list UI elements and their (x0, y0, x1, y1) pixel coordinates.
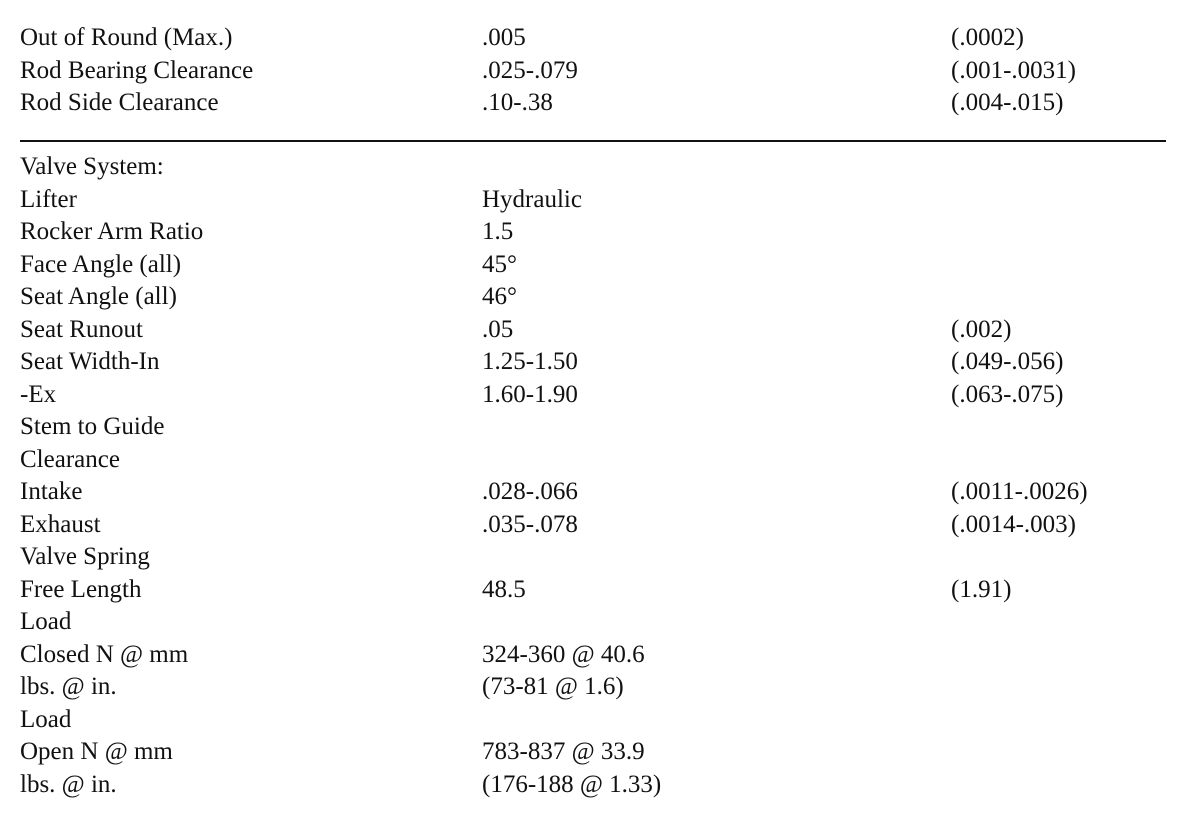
spec-metric-value: .05 (482, 315, 514, 343)
spec-imperial-value: (.063-.075) (951, 380, 1064, 408)
spec-metric-value: 45° (482, 250, 517, 278)
spec-imperial-value: (.002) (951, 315, 1012, 343)
spec-imperial-value: (.001-.0031) (951, 56, 1076, 84)
spec-row (20, 509, 1170, 542)
spec-label: Lifter (20, 185, 77, 213)
spec-label: Closed N @ mm (20, 640, 189, 668)
spec-row (20, 574, 1170, 607)
spec-row (20, 314, 1170, 347)
spec-row (20, 704, 1170, 737)
spec-metric-value: Hydraulic (482, 185, 582, 213)
spec-metric-value: .025-.079 (482, 56, 578, 84)
spec-label: Face Angle (all) (20, 250, 182, 278)
spec-metric-value: 1.60-1.90 (482, 380, 578, 408)
spec-row (20, 281, 1170, 314)
spec-label: Free Length (20, 575, 142, 603)
spec-label: Intake (20, 478, 83, 505)
spec-metric-value: 1.25-1.50 (482, 348, 578, 375)
spec-row (20, 379, 1170, 412)
spec-row (20, 606, 1170, 639)
spec-metric-value: .028-.066 (482, 478, 578, 505)
spec-imperial-value: (.0014-.003) (951, 510, 1076, 538)
spec-metric-value: 1.5 (482, 218, 514, 245)
spec-label: Seat Angle (all) (20, 283, 177, 310)
spec-label: Rod Bearing Clearance (20, 56, 254, 84)
spec-row (20, 671, 1170, 704)
spec-imperial-value: (1.91) (951, 575, 1012, 603)
spec-metric-value: (73-81 @ 1.6) (482, 673, 624, 700)
spec-metric-value: 46° (482, 283, 517, 310)
spec-label: -Ex (20, 380, 57, 408)
spec-label: Stem to Guide (20, 413, 165, 440)
section-divider (20, 140, 1166, 142)
spec-row (20, 769, 1170, 802)
spec-row (20, 736, 1170, 769)
spec-row (20, 346, 1170, 379)
spec-metric-value: .005 (482, 24, 526, 51)
spec-label: Seat Runout (20, 315, 143, 343)
spec-metric-value: .035-.078 (482, 510, 578, 538)
spec-row (20, 639, 1170, 672)
spec-imperial-value: (.049-.056) (951, 348, 1064, 375)
spec-label: Out of Round (Max.) (20, 24, 233, 51)
spec-label: Valve System: (20, 153, 164, 180)
connecting-rod-specs (20, 22, 1170, 120)
spec-metric-value: 324-360 @ 40.6 (482, 640, 645, 668)
spec-row (20, 249, 1170, 282)
spec-label: Open N @ mm (20, 738, 173, 765)
spec-metric-value: .10-.38 (482, 89, 553, 116)
spec-label: Seat Width-In (20, 348, 160, 375)
spec-label: Valve Spring (20, 543, 150, 570)
valve-system-specs (20, 151, 1170, 801)
spec-row (20, 151, 1170, 184)
spec-metric-value: (176-188 @ 1.33) (482, 770, 662, 798)
spec-label: Load (20, 608, 72, 635)
spec-metric-value: 48.5 (482, 575, 526, 603)
spec-label: Exhaust (20, 510, 101, 538)
spec-row (20, 22, 1170, 55)
spec-row (20, 411, 1170, 444)
spec-row (20, 184, 1170, 217)
spec-row (20, 55, 1170, 88)
spec-metric-value: 783-837 @ 33.9 (482, 738, 645, 765)
spec-row (20, 87, 1170, 120)
spec-row (20, 476, 1170, 509)
spec-label: Load (20, 705, 72, 733)
spec-label: lbs. @ in. (20, 770, 117, 798)
spec-label: Rocker Arm Ratio (20, 218, 204, 245)
spec-row (20, 444, 1170, 477)
spec-row (20, 216, 1170, 249)
spec-imperial-value: (.004-.015) (951, 89, 1064, 116)
spec-imperial-value: (.0011-.0026) (951, 478, 1088, 505)
spec-label: Rod Side Clearance (20, 89, 219, 116)
spec-label: Clearance (20, 445, 120, 473)
spec-imperial-value: (.0002) (951, 24, 1024, 51)
spec-row (20, 541, 1170, 574)
spec-label: lbs. @ in. (20, 673, 117, 700)
